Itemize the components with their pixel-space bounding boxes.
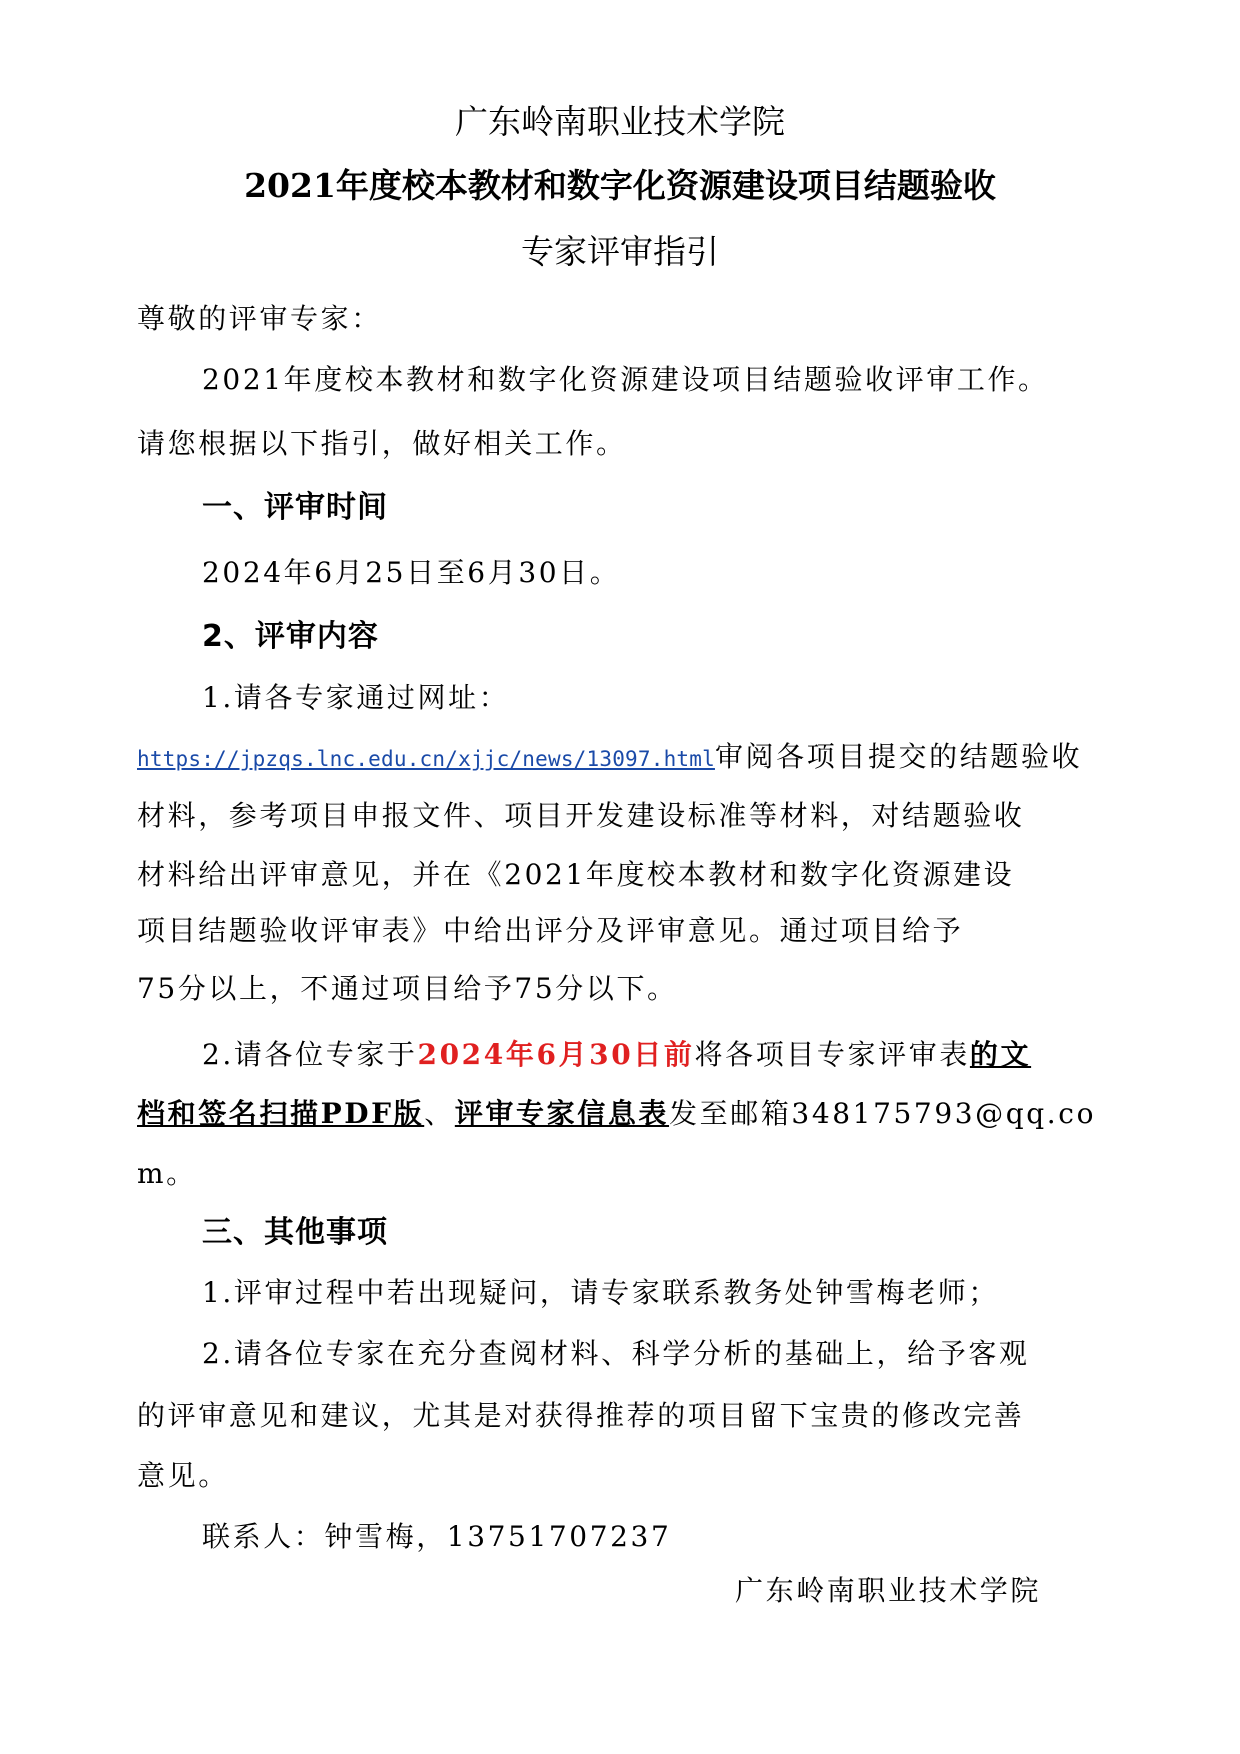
deadline-highlight: 2024年6月30日前 bbox=[417, 1038, 695, 1071]
email-text: 发至邮箱348175793@qq.co bbox=[669, 1097, 1097, 1130]
section-2-item-1-url-line bbox=[137, 737, 1109, 779]
expert-info-form-underlined: 评审专家信息表 bbox=[454, 1097, 670, 1130]
section-3-item-2-line-2: 的评审意见和建议，尤其是对获得推荐的项目留下宝贵的修改完善 bbox=[137, 1399, 1025, 1432]
school-title: 广东岭南职业技术学院 bbox=[455, 102, 785, 141]
section-2-item-1-line-2: 材料，参考项目申报文件、项目开发建设标准等材料，对结题验收 bbox=[137, 799, 1025, 832]
section-2-item-1-after-url: 审阅各项目提交的结题验收 bbox=[714, 740, 1083, 773]
section-2-item-1-line-4: 项目结题验收评审表》中给出评分及评审意见。通过项目给予 bbox=[137, 914, 964, 947]
document-format-underlined: 的文 bbox=[969, 1038, 1032, 1071]
section-2-item-2-line-3: m。 bbox=[137, 1157, 197, 1190]
section-3-item-2-line-3: 意见。 bbox=[137, 1459, 229, 1492]
section-2-item-2-mid: 将各项目专家评审表 bbox=[694, 1038, 970, 1071]
review-url-link[interactable]: https://jpzqs.lnc.edu.cn/xjjc/news/13097.html bbox=[137, 747, 715, 771]
intro-line-1: 2021年度校本教材和数字化资源建设项目结题验收评审工作。 bbox=[202, 363, 1049, 396]
section-3-item-1: 1.评审过程中若出现疑问，请专家联系教务处钟雪梅老师； bbox=[202, 1276, 999, 1309]
salutation: 尊敬的评审专家： bbox=[137, 302, 382, 335]
section-2-item-1-line-3: 材料给出评审意见，并在《2021年度校本教材和数字化资源建设 bbox=[137, 858, 1015, 891]
section-1-text: 2024年6月25日至6月30日。 bbox=[202, 556, 621, 589]
section-3-item-2-line-1: 2.请各位专家在充分查阅材料、科学分析的基础上，给予客观 bbox=[202, 1337, 1030, 1370]
separator: 、 bbox=[424, 1097, 455, 1130]
document-format-underlined-2: 档和签名扫描PDF版 bbox=[137, 1097, 425, 1130]
section-3-heading: 三、其他事项 bbox=[202, 1215, 388, 1250]
section-2-heading: 2、评审内容 bbox=[202, 619, 379, 654]
document-subtitle: 专家评审指引 bbox=[521, 232, 719, 271]
section-2-item-1-line-5: 75分以上，不通过项目给予75分以下。 bbox=[137, 972, 678, 1005]
section-2-item-2-line-2 bbox=[137, 1094, 1109, 1134]
contact-person: 联系人：钟雪梅，13751707237 bbox=[202, 1520, 672, 1553]
section-2-item-1-lead: 1.请各专家通过网址： bbox=[202, 681, 510, 714]
signature-school: 广东岭南职业技术学院 bbox=[735, 1574, 1042, 1607]
section-1-heading: 一、评审时间 bbox=[202, 490, 388, 525]
section-2-item-2-line-1 bbox=[202, 1035, 1109, 1075]
section-2-item-2-lead: 2.请各位专家于 bbox=[202, 1038, 418, 1071]
document-title: 2021年度校本教材和数字化资源建设项目结题验收 bbox=[244, 166, 996, 205]
intro-line-2: 请您根据以下指引，做好相关工作。 bbox=[137, 427, 627, 460]
